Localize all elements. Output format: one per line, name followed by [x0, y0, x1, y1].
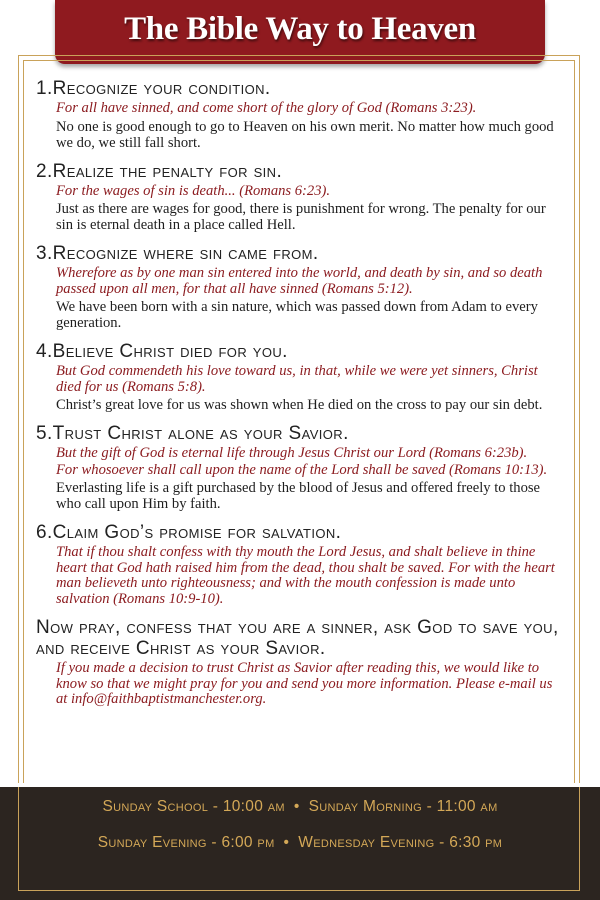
- wednesday-evening-time: Wednesday Evening - 6:30 pm: [298, 834, 503, 851]
- sunday-school-time: Sunday School - 10:00 am: [102, 798, 285, 815]
- step-verse: For all have sinned, and come short of the glory of God (Romans 3:23).: [56, 100, 477, 116]
- step-verse-2: For whosoever shall call upon the name of the Lord shall be saved (Romans 10:13).: [56, 461, 548, 478]
- service-row-1: [0, 798, 600, 816]
- step-5: [36, 423, 566, 512]
- step-body: No one is good enough to go to Heaven on his own merit. No matter how much good we do, we still fall short.: [56, 118, 554, 151]
- step-heading: 1.Recognize your condition.: [36, 78, 271, 99]
- step-heading: 5.Trust Christ alone as your Savior.: [36, 423, 349, 444]
- step-3: [36, 243, 566, 331]
- step-body: Just as there are wages for good, there is punishment for wrong. The penalty for our sin is eternal death in a place called Hell.: [56, 201, 546, 233]
- step-body: We have been born with a sin nature, which was passed down from Adam to every generation.: [56, 299, 538, 331]
- service-row-2: [0, 834, 600, 852]
- step-2: [36, 161, 566, 234]
- page-title: The Bible Way to Heaven: [124, 11, 476, 47]
- step-verse: Wherefore as by one man sin entered into the world, and death by sin, and so death passed upon all men, for that all have sinned (Romans 5:12).: [56, 265, 543, 297]
- sunday-evening-time: Sunday Evening - 6:00 pm: [97, 834, 275, 851]
- step-verse: But God commendeth his love toward us, in that, while we were yet sinners, Christ died for us (Romans 5:8).: [56, 363, 538, 395]
- step-verse: But the gift of God is eternal life through Jesus Christ our Lord (Romans 6:23b).: [56, 445, 528, 461]
- step-heading: 6.Claim God’s promise for salvation.: [36, 522, 342, 543]
- contact-note: If you made a decision to trust Christ as Savior after reading this, we would like to know so that we might pray for you and send you more information. Please e-mail us at info@faithbaptistmanchester.org.: [56, 660, 553, 707]
- step-body: Everlasting life is a gift purchased by the blood of Jesus and offered freely to those who call upon Him by faith.: [56, 480, 541, 512]
- step-4: [36, 341, 566, 413]
- separator-bullet: •: [283, 834, 290, 851]
- closing-prayer: Now pray, confess that you are a sinner, ask God to save you, and receive Christ as your Savior.: [36, 617, 559, 659]
- separator-bullet: •: [293, 798, 300, 815]
- service-times-footer: [0, 787, 600, 900]
- steps-list: [36, 78, 566, 708]
- sunday-morning-time: Sunday Morning - 11:00 am: [308, 798, 498, 815]
- step-heading: 2.Realize the penalty for sin.: [36, 160, 283, 182]
- step-heading: 4.Believe Christ died for you.: [36, 341, 288, 362]
- step-6: [36, 522, 566, 607]
- step-heading: 3.Recognize where sin came from.: [36, 243, 319, 264]
- step-verse: That if thou shalt confess with thy mouth the Lord Jesus, and shalt believe in thine heart that God hath raised him from the dead, thou shalt be saved. For with the heart man believeth unto righteousness; and with the mouth confession is made unto salvation (Romans 10:9-10).: [56, 544, 555, 607]
- step-body: Christ’s great love for us was shown when He died on the cross to pay our sin debt.: [56, 397, 543, 413]
- step-verse: For the wages of sin is death... (Romans 6:23).: [56, 182, 331, 199]
- step-1: [36, 78, 566, 151]
